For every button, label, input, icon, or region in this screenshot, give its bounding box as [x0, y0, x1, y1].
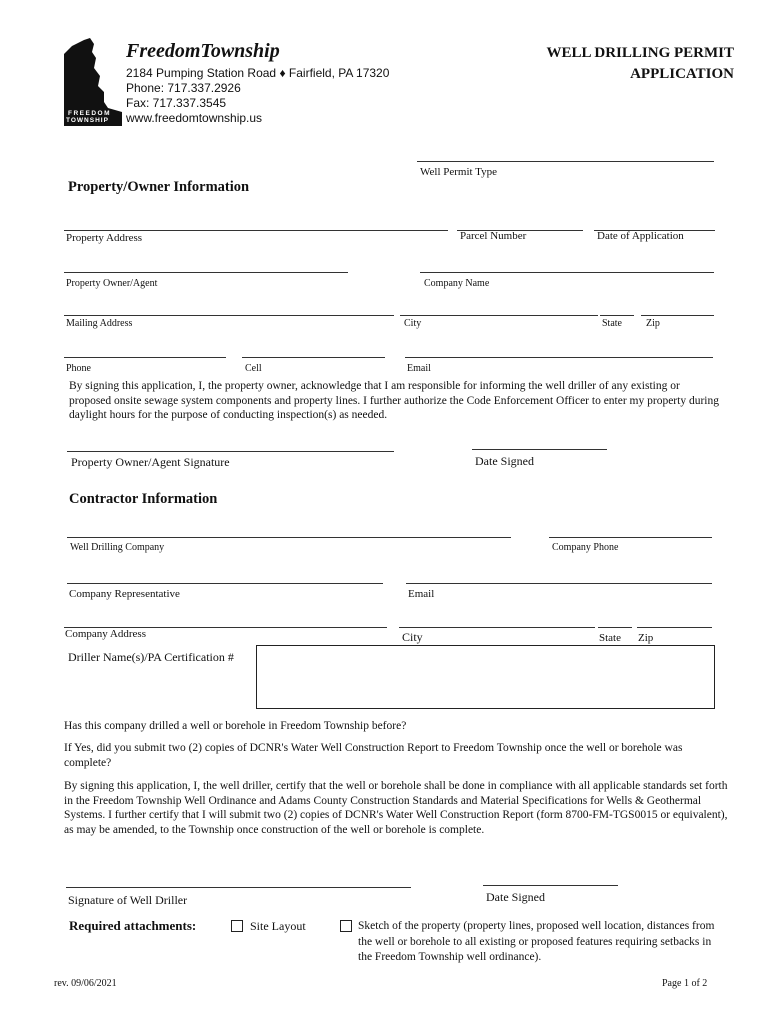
- township-phone: Phone: 717.337.2926: [126, 81, 241, 95]
- well-permit-type-line[interactable]: [417, 161, 714, 162]
- company-representative-field[interactable]: [67, 583, 383, 584]
- site-layout-checkbox[interactable]: [231, 920, 243, 932]
- well-drilling-company-field[interactable]: [67, 537, 511, 538]
- contractor-city-field[interactable]: [399, 627, 595, 628]
- phone-field[interactable]: [64, 357, 226, 358]
- contractor-state-field[interactable]: [598, 627, 632, 628]
- zip-label: Zip: [646, 318, 660, 329]
- well-drilling-company-label: Well Drilling Company: [70, 542, 165, 553]
- driller-statement: By signing this application, I, the well driller, certify that the well or borehole shall be done in compliance with all applicable standards set forth in the Freedom Township Well Ordinance and Adams County Construction Standards and Material Specifications for Wells & Geothermal Systems. I further certify that I will submit two (2) copies of DCNR's Water Well Construction Report (form 8700-FM-TGS0015 or equivalent), as may be amended, to the Township once construction of the well or borehole is complete.: [64, 780, 728, 836]
- driller-names-box[interactable]: [256, 645, 715, 709]
- email-label: Email: [407, 363, 431, 374]
- township-name: FreedomTownship: [126, 40, 280, 62]
- owner-signature-label: Property Owner/Agent Signature: [71, 455, 230, 469]
- contractor-state-label: State: [599, 632, 621, 644]
- state-field[interactable]: [600, 315, 634, 316]
- company-name-field[interactable]: [420, 272, 714, 273]
- owner-date-signed-label: Date Signed: [475, 454, 534, 468]
- logo-text-freedom: FREEDOM: [68, 110, 111, 117]
- form-title-line2: APPLICATION: [630, 66, 734, 82]
- township-website: www.freedomtownship.us: [126, 111, 263, 125]
- contractor-email-field[interactable]: [406, 583, 712, 584]
- property-owner-agent-label: Property Owner/Agent: [66, 278, 158, 289]
- company-phone-label: Company Phone: [552, 542, 619, 553]
- township-logo: [64, 36, 122, 126]
- property-address-field[interactable]: [64, 230, 448, 231]
- property-sketch-label: Sketch of the property (property lines, proposed well location, distances from the well or borehole to all existing or proposed features requiring setbacks in the Freedom Township well ordinance).: [358, 920, 715, 963]
- driller-date-signed-field[interactable]: [483, 885, 618, 886]
- city-label: City: [404, 318, 422, 329]
- driller-date-signed-label: Date Signed: [486, 890, 545, 904]
- driller-names-label: Driller Name(s)/PA Certification #: [68, 650, 234, 664]
- question-submitted-reports: If Yes, did you submit two (2) copies of DCNR's Water Well Construction Report to Freedom Township once the well or borehole was complete?: [64, 742, 683, 769]
- zip-field[interactable]: [641, 315, 714, 316]
- phone-label: Phone: [66, 363, 91, 374]
- well-permit-type-label: Well Permit Type: [420, 166, 497, 178]
- page-number: Page 1 of 2: [662, 978, 708, 989]
- mailing-address-label: Mailing Address: [66, 318, 133, 329]
- form-title-line1: WELL DRILLING PERMIT: [546, 45, 734, 61]
- driller-signature-label: Signature of Well Driller: [68, 893, 188, 907]
- contractor-email-label: Email: [408, 588, 435, 600]
- revision-date: rev. 09/06/2021: [54, 978, 117, 989]
- contractor-heading: Contractor Information: [69, 491, 218, 507]
- state-label: State: [602, 318, 622, 329]
- owner-date-signed-field[interactable]: [472, 449, 607, 450]
- parcel-number-label: Parcel Number: [460, 230, 527, 242]
- question-drilled-before: Has this company drilled a well or borehole in Freedom Township before?: [64, 720, 407, 732]
- company-name-label: Company Name: [424, 278, 490, 289]
- email-field[interactable]: [405, 357, 713, 358]
- site-layout-label: Site Layout: [250, 919, 306, 933]
- required-attachments-heading: Required attachments:: [69, 918, 197, 933]
- company-representative-label: Company Representative: [69, 588, 180, 600]
- driller-signature-field[interactable]: [66, 887, 411, 888]
- property-owner-agent-field[interactable]: [64, 272, 348, 273]
- company-address-label: Company Address: [65, 628, 146, 640]
- mailing-address-field[interactable]: [64, 315, 394, 316]
- cell-field[interactable]: [242, 357, 385, 358]
- property-sketch-checkbox[interactable]: [340, 920, 352, 932]
- company-phone-field[interactable]: [549, 537, 712, 538]
- date-of-application-label: Date of Application: [597, 230, 684, 242]
- contractor-zip-label: Zip: [638, 632, 654, 644]
- property-owner-heading: Property/Owner Information: [68, 179, 250, 195]
- township-fax: Fax: 717.337.3545: [126, 96, 227, 110]
- township-address: 2184 Pumping Station Road ♦ Fairfield, PA 17320: [126, 66, 390, 80]
- owner-statement: By signing this application, I, the property owner, acknowledge that I am responsible for informing the well driller of any existing or proposed onsite sewage system components and property lines. I further authorize the Code Enforcement Officer to enter my property during daylight hours for the purpose of conducting inspection(s) as needed.: [69, 380, 719, 421]
- logo-text-township: TOWNSHIP: [66, 117, 109, 124]
- cell-label: Cell: [245, 363, 262, 374]
- city-field[interactable]: [400, 315, 598, 316]
- contractor-zip-field[interactable]: [637, 627, 712, 628]
- property-address-label: Property Address: [66, 232, 143, 244]
- owner-signature-field[interactable]: [67, 451, 394, 452]
- contractor-city-label: City: [402, 630, 423, 644]
